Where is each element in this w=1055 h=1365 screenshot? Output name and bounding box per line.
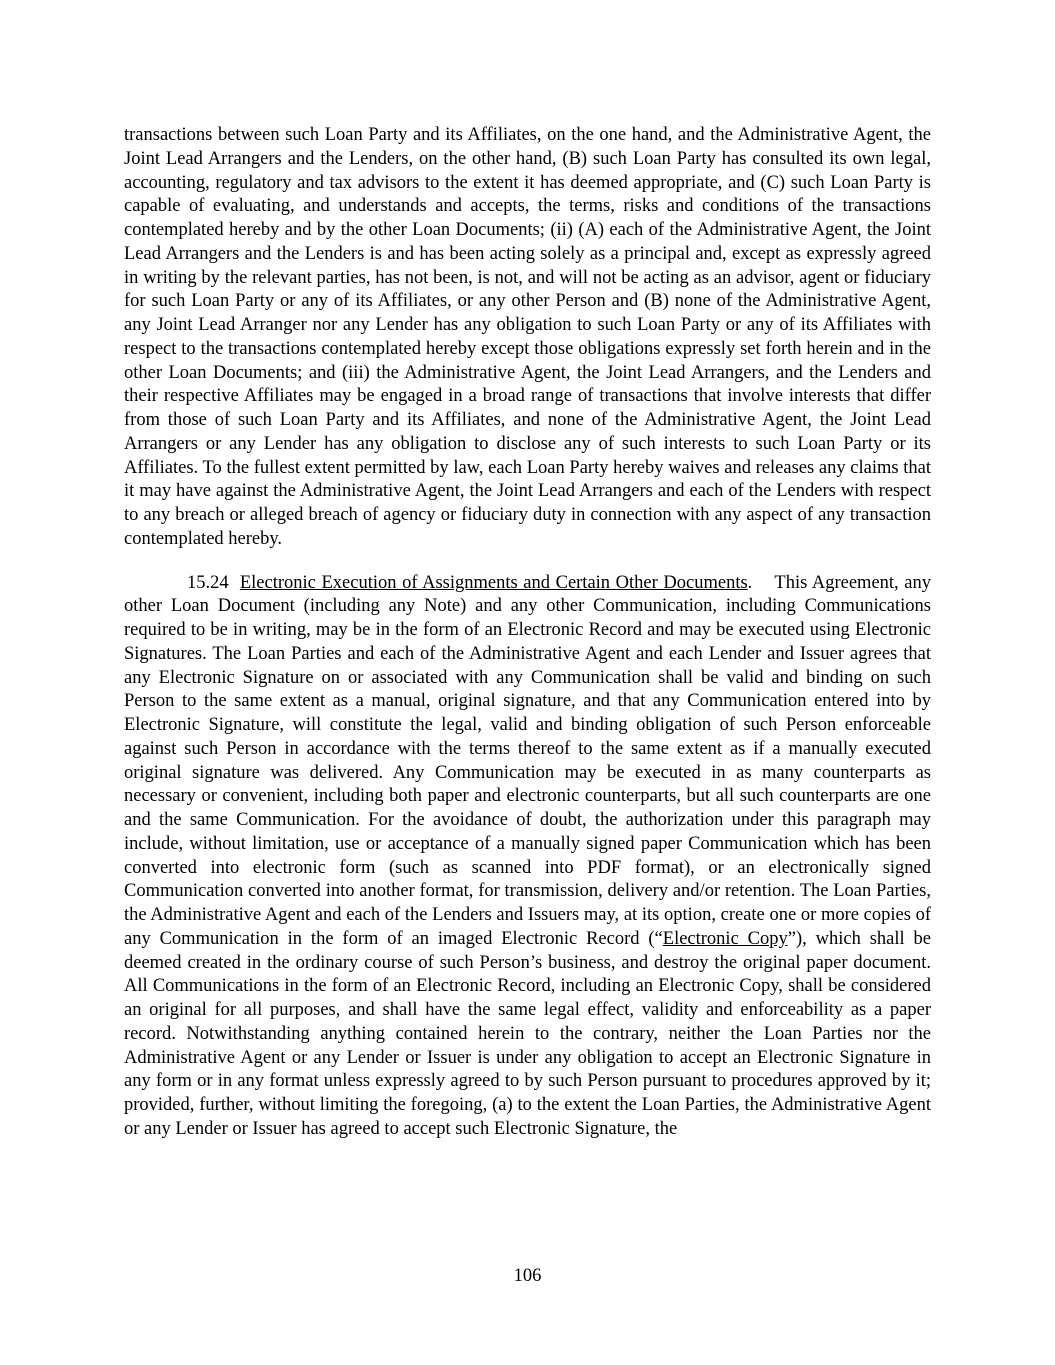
section-number: 15.24: [187, 572, 229, 593]
section-body-part-2: ”), which shall be deemed created in the ordinary course of such Person’s business, and destroy the original paper document. All Communications in the form of an Electronic Record, including an Electronic Copy, shall be considered an original for all purposes, and shall have the same legal effect, validity and enforceability as a paper record. Notwithstanding anything contained herein to the contrary, neither the Loan Parties nor the Administrative Agent or any Lender or Issuer is under any obligation to accept an Electronic Signature in any form or in any format unless expressly agreed to by such Person pursuant to procedures approved by it; provided, further, without limiting the foregoing, (a) to the extent the Loan Parties, the Administrative Agent or any Lender or Issuer has agreed to accept such Electronic Signature, the: [124, 928, 931, 1139]
section-heading-period: .: [747, 572, 753, 593]
section-heading: Electronic Execution of Assignments and Certain Other Documents: [239, 572, 748, 593]
document-page: [124, 124, 931, 1142]
paragraph-continuation: transactions between such Loan Party and its Affiliates, on the one hand, and the Administrative Agent, the Joint Lead Arrangers and the Lenders, on the other hand, (B) such Loan Party has consulted its own legal, accounting, regulatory and tax advisors to the extent it has deemed appropriate, and (C) such Loan Party is capable of evaluating, and understands and accepts, the terms, risks and conditions of the transactions contemplated hereby and by the other Loan Documents; (ii) (A) each of the Administrative Agent, the Joint Lead Arrangers and the Lenders is and has been acting solely as a principal and, except as expressly agreed in writing by the relevant parties, has not been, is not, and will not be acting as an advisor, agent or fiduciary for such Loan Party or any of its Affiliates, or any other Person and (B) none of the Administrative Agent, any Joint Lead Arranger nor any Lender has any obligation to such Loan Party or any of its Affiliates with respect to the transactions contemplated hereby except those obligations expressly set forth herein and in the other Loan Documents; and (iii) the Administrative Agent, the Joint Lead Arrangers, and the Lenders and their respective Affiliates may be engaged in a broad range of transactions that involve interests that differ from those of such Loan Party and its Affiliates, and none of the Administrative Agent, the Joint Lead Arrangers or any Lender has any obligation to disclose any of such interests to such Loan Party or its Affiliates. To the fullest extent permitted by law, each Loan Party hereby waives and releases any claims that it may have against the Administrative Agent, the Joint Lead Arrangers and each of the Lenders with respect to any breach or alleged breach of agency or fiduciary duty in connection with any aspect of any transaction contemplated hereby.: [124, 125, 931, 549]
section-15-24-paragraph: [124, 572, 931, 1142]
defined-term-electronic-copy: Electronic Copy: [662, 928, 788, 949]
section-body-part-1: This Agreement, any other Loan Document (including any Note) and any other Communication, including Communications required to be in writing, may be in the form of an Electronic Record and may be executed using Electronic Signatures. The Loan Parties and each of the Administrative Agent and each Lender and Issuer agrees that any Electronic Signature on or associated with any Communication shall be valid and binding on such Person to the same extent as a manual, original signature, and that any Communication entered into by Electronic Signature, will constitute the legal, valid and binding obligation of such Person enforceable against such Person in accordance with the terms thereof to the same extent as if a manually executed original signature was delivered. Any Communication may be executed in as many counterparts as necessary or convenient, including both paper and electronic counterparts, but all such counterparts are one and the same Communication. For the avoidance of doubt, the authorization under this paragraph may include, without limitation, use or acceptance of a manually signed paper Communication which has been converted into electronic form (such as scanned into PDF format), or an electronically signed Communication converted into another format, for transmission, delivery and/or retention. The Loan Parties, the Administrative Agent and each of the Lenders and Issuers may, at its option, create one or more copies of any Communication in the form of an imaged Electronic Record (“: [124, 572, 931, 949]
page-number: 106: [513, 1266, 542, 1286]
